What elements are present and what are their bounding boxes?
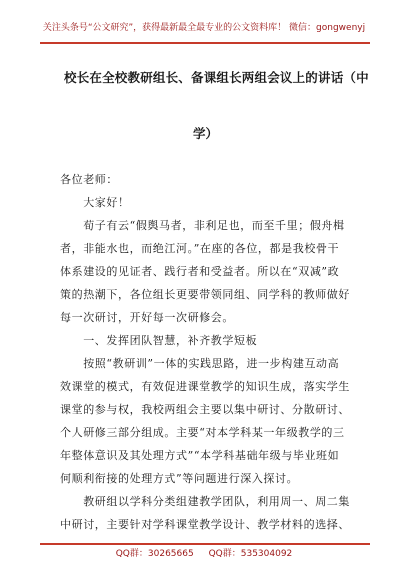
footer-qq-group-2: QQ群：535304092 — [208, 549, 293, 559]
body-line: 中研讨，主要针对学科课堂教学设计、教学材料的选择、 — [60, 518, 350, 531]
footer-divider — [40, 543, 370, 545]
body-line: 策的热潮下，各位组长更要带领同组、同学科的教师做好 — [60, 288, 350, 301]
footer-contact — [0, 547, 408, 561]
body-line: 各位老师： — [60, 173, 118, 186]
body-line: 何顺利衔接的处理方式”等问题进行深入探讨。 — [60, 472, 299, 485]
body-line: 者，非能水也，而绝江河。”在座的各位，都是我校骨干 — [60, 242, 340, 255]
body-line: 年整体意识及其处理方式”“本学科基础年级与毕业班如 — [60, 449, 340, 462]
document-title-continued: 学） — [193, 126, 219, 141]
header-banner: 关注头条号“公文研究”，获得最新最全最专业的公文资料库！ 微信：gongwenyj — [42, 23, 366, 33]
header-divider — [40, 42, 370, 44]
section-heading: 一、发挥团队智慧，补齐教学短板 — [60, 334, 258, 347]
body-line: 按照“教研训”一体的实践思路，进一步构建互动高 — [60, 357, 340, 370]
body-line: 个人研修三部分组成。主要“对本学科某一年级教学的三 — [60, 426, 345, 439]
footer-qq-group-1: QQ群：30265665 — [115, 549, 194, 559]
body-line: 效课堂的模式，有效促进课堂教学的知识生成，落实学生 — [60, 380, 350, 393]
body-line: 大家好！ — [60, 196, 130, 209]
body-line: 荀子有云“假舆马者，非利足也，而至千里；假舟楫 — [60, 219, 345, 232]
body-line: 体系建设的见证者、践行者和受益者。所以在“双减”政 — [60, 265, 340, 278]
body-line: 每一次研讨，开好每一次研修会。 — [60, 311, 234, 324]
document-title: 校长在全校教研组长、备课组长两组会议上的讲话（中 — [64, 70, 369, 85]
body-line: 课堂的参与权，我校两组会主要以集中研讨、分散研讨、 — [60, 403, 350, 416]
body-line: 教研组以学科分类组建教学团队，利用周一、周二集 — [60, 495, 350, 508]
